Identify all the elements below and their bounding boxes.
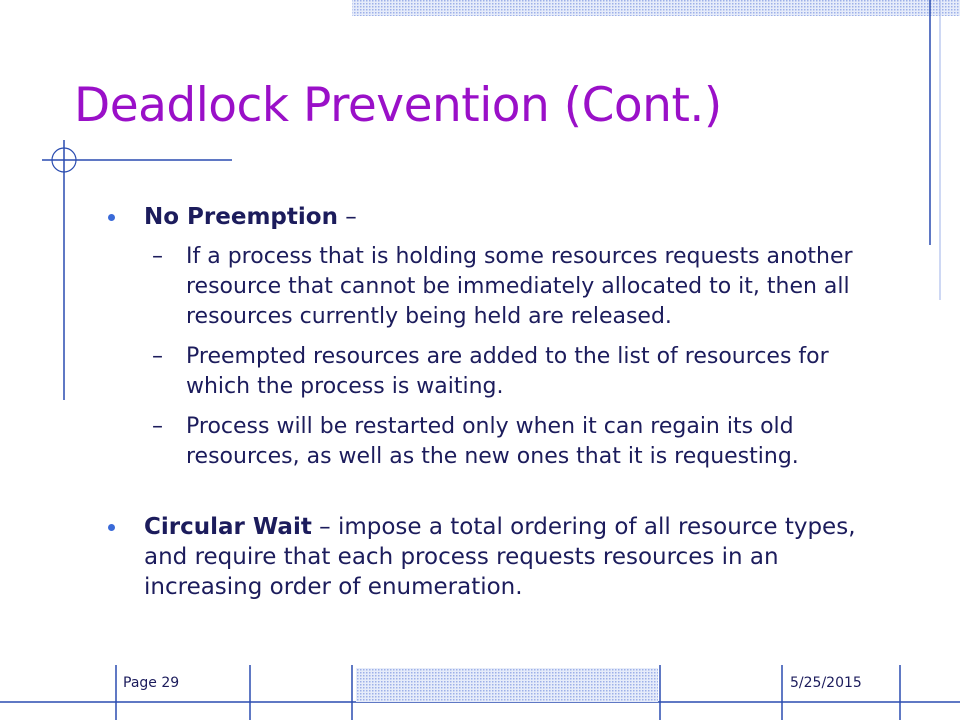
bullet-text: – impose a total ordering of all resource types, and require that each process requests resources in an increasing order of enumeration. [144, 514, 856, 600]
subbullet-text: Preempted resources are added to the list of resources for which the process is waiting. [186, 344, 829, 399]
bullet-dot-icon [108, 524, 115, 531]
slide-body [108, 202, 878, 602]
top-dotted-band [352, 0, 960, 16]
bullet-circular-wait [108, 512, 878, 602]
slide-title: Deadlock Prevention (Cont.) [74, 78, 722, 133]
bullet-no-preemption [108, 202, 878, 232]
subbullet-2 [108, 342, 878, 402]
bottom-dotted-band [356, 668, 658, 702]
dash-icon: – [152, 414, 163, 439]
dash-icon: – [152, 244, 163, 269]
footer-page-number: Page 29 [123, 675, 180, 691]
bullet-dot-icon [108, 214, 115, 221]
bullet-label: Circular Wait [144, 514, 312, 540]
subbullet-text: If a process that is holding some resources requests another resource that cannot be immediately allocated to it, then all resources currently being held are released. [186, 244, 853, 329]
bullet-label: No Preemption [144, 204, 338, 230]
bullet-separator: – [337, 204, 357, 230]
subbullet-1 [108, 242, 878, 332]
dash-icon: – [152, 344, 163, 369]
subbullet-3 [108, 412, 878, 472]
subbullet-text: Process will be restarted only when it can regain its old resources, as well as the new ones that it is requesting. [186, 414, 799, 469]
footer-date: 5/25/2015 [790, 675, 862, 691]
